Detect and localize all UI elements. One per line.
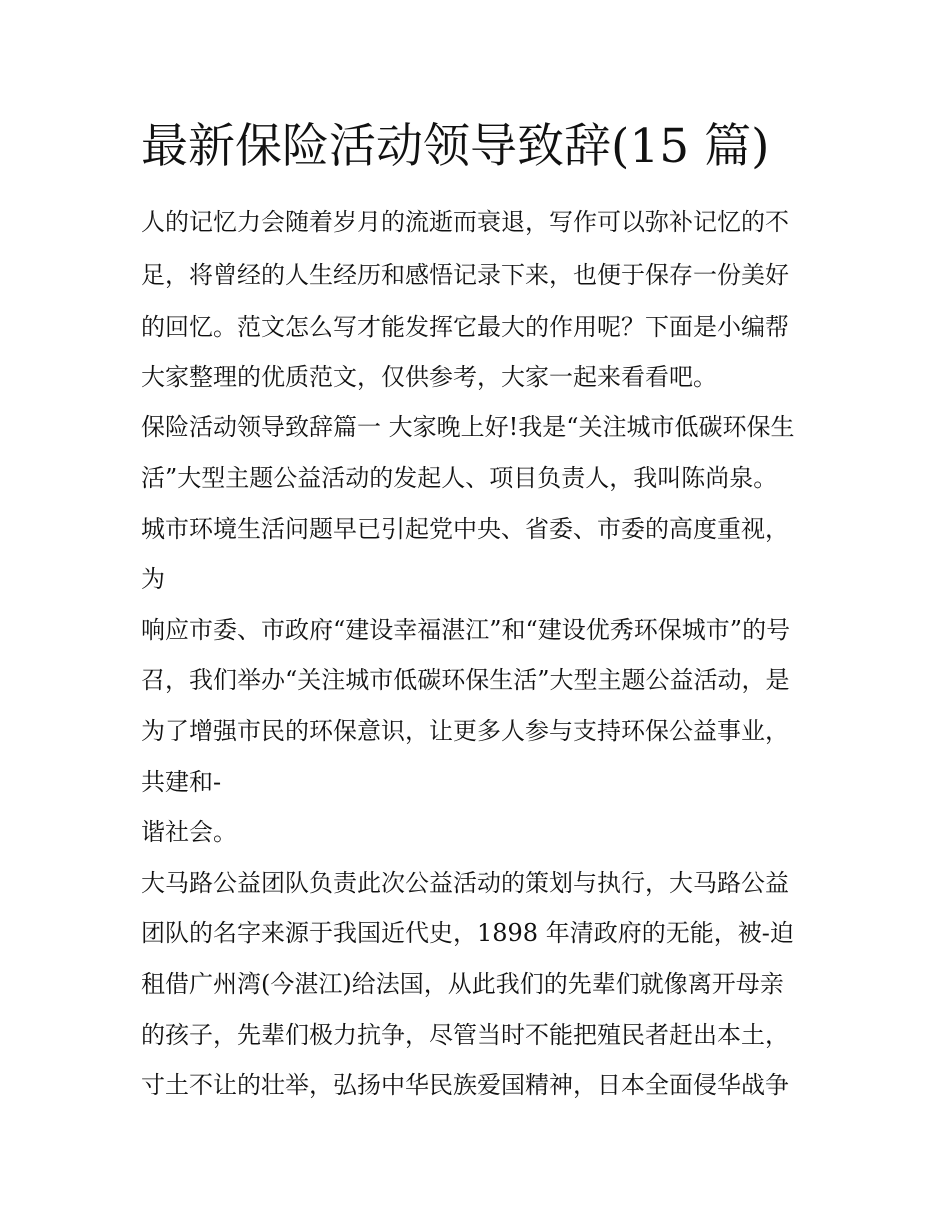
body-line-3: 的回忆。范文怎么写才能发挥它最大的作用呢？下面是小编帮 xyxy=(141,313,789,341)
body-line-9: 响应市委、市政府“建设幸福湛江”和“建设优秀环保城市”的号 xyxy=(141,616,791,644)
body-line-2: 足，将曾经的人生经历和感悟记录下来，也便于保存一份美好 xyxy=(141,261,789,289)
body-line-13: 谐社会。 xyxy=(141,818,237,846)
body-line-7: 城市环境生活问题早已引起党中央、省委、市委的高度重视， xyxy=(141,515,789,543)
body-line-16: 租借广州湾(今湛江)给法国，从此我们的先辈们就像离开母亲 xyxy=(141,970,784,998)
body-line-17: 的孩子，先辈们极力抗争，尽管当时不能把殖民者赶出本土， xyxy=(141,1021,789,1049)
body-line-5: 保险活动领导致辞篇一 大家晚上好!我是“关注城市低碳环保生 xyxy=(141,413,795,441)
body-line-8: 为 xyxy=(141,565,165,593)
body-line-6: 活”大型主题公益活动的发起人、项目负责人，我叫陈尚泉。 xyxy=(141,464,778,492)
body-line-15: 团队的名字来源于我国近代史，1898 年清政府的无能，被-迫 xyxy=(141,919,794,947)
body-line-18: 寸土不让的壮举，弘扬中华民族爱国精神，日本全面侵华战争 xyxy=(141,1071,789,1099)
body-line-1: 人的记忆力会随着岁月的流逝而衰退，写作可以弥补记忆的不 xyxy=(141,208,789,236)
document-title: 最新保险活动领导致辞(15 篇) xyxy=(141,119,770,174)
body-line-10: 召，我们举办“关注城市低碳环保生活”大型主题公益活动，是 xyxy=(141,666,790,694)
body-line-11: 为了增强市民的环保意识，让更多人参与支持环保公益事业， xyxy=(141,717,789,745)
body-line-4: 大家整理的优质范文，仅供参考，大家一起来看看吧。 xyxy=(141,363,717,391)
body-line-14: 大马路公益团队负责此次公益活动的策划与执行，大马路公益 xyxy=(141,869,789,897)
body-line-12: 共建和- xyxy=(141,768,222,796)
